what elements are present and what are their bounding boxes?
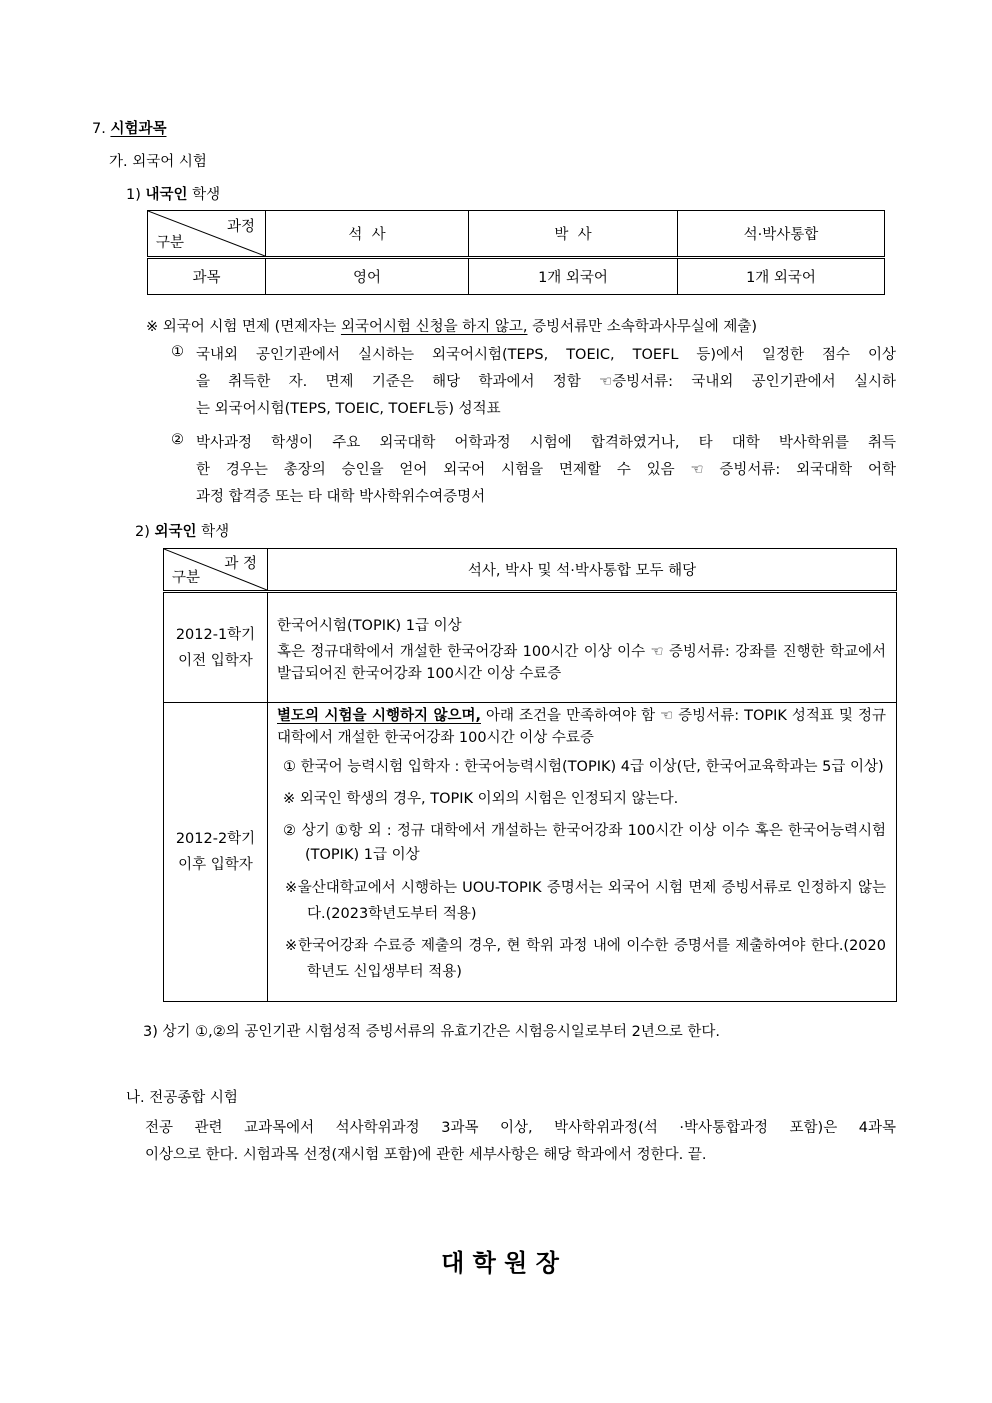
item-line: 을 취득한 자. 면제 기준은 해당 학과에서 정함 ☜증빙서류: 국내외 공인기관에서 실시하	[196, 374, 896, 390]
list-item	[196, 430, 896, 511]
table-row	[164, 703, 897, 1002]
row-label-line: 2012-1학기	[175, 626, 256, 643]
domestic-heading	[126, 183, 220, 204]
intro-rest: 아래 조건을 만족하여야 함 ☜ 증빙서류: TOPIK 성적표 및 정규대학에서 개설한 한국어강좌 100시간 이상 수료증	[277, 708, 887, 746]
foreign-rest: 학생	[201, 524, 230, 540]
row-label-cell: 과목	[148, 258, 266, 295]
table-row	[148, 258, 885, 295]
corner-top-label: 과정	[226, 219, 255, 235]
table-cell: 1개 외국어	[678, 258, 885, 295]
section-heading	[92, 117, 166, 138]
foreign-table-header-row	[164, 549, 897, 592]
condition-item: ② 상기 ①항 외 : 정규 대학에서 개설하는 한국어강좌 100시간 이상 이수 혹은 한국어능력시험(TOPIK) 1급 이상	[283, 823, 886, 863]
header-cell: 박 사	[469, 211, 678, 258]
validity-note: 3) 상기 ①,②의 공인기관 시험성적 증빙서류의 유효기간은 시험응시일로부터 2년으로 한다.	[143, 1024, 721, 1040]
header-cell: 석사, 박사 및 석·박사통합 모두 해당	[268, 549, 897, 592]
list-item	[196, 342, 896, 423]
note-underlined: 외국어시험 신청을 하지 않고,	[340, 319, 528, 335]
section-title: 시험과목	[110, 121, 167, 137]
item-line: 국내외 공인기관에서 실시하는 외국어시험(TEPS, TOEIC, TOEFL 등)에서 일정한 점수 이상	[196, 347, 896, 363]
subsection-a-heading: 가. 외국어 시험	[109, 154, 207, 170]
header-cell: 석·박사통합	[678, 211, 885, 258]
intro-underlined: 별도의 시험을 시행하지 않으며,	[277, 708, 481, 724]
item-marker: ②	[171, 432, 184, 448]
condition-note: ※ 외국인 학생의 경우, TOPIK 이외의 시험은 인정되지 않는다.	[283, 791, 679, 807]
domestic-rest: 학생	[192, 187, 221, 203]
cell-line: 한국어시험(TOPIK) 1급 이상	[277, 617, 462, 634]
row-label-cell	[164, 592, 268, 703]
foreign-table	[163, 548, 897, 1002]
note-suffix: 증빙서류만 소속학과사무실에 제출)	[527, 319, 758, 335]
table-cell: 1개 외국어	[469, 258, 678, 295]
domestic-table	[147, 210, 885, 295]
corner-bottom-label: 구분	[156, 235, 185, 251]
foreign-label: 외국인	[154, 524, 197, 540]
domestic-number: 1)	[126, 187, 141, 203]
domestic-label: 내국인	[145, 187, 188, 203]
diagonal-corner-cell	[148, 211, 266, 258]
row-label-cell	[164, 703, 268, 1002]
foreign-number: 2)	[135, 524, 150, 540]
condition-note: ※한국어강좌 수료증 제출의 경우, 현 학위 과정 내에 이수한 증명서를 제출하여야 한다.(2020학년도 신입생부터 적용)	[285, 938, 886, 980]
paragraph-line: 이상으로 한다. 시험과목 선정(재시험 포함)에 관한 세부사항은 해당 학과에서 정한다. 끝.	[145, 1147, 707, 1163]
major-exam-paragraph	[145, 1115, 896, 1169]
table-cell	[268, 592, 897, 703]
table-cell	[268, 703, 897, 1002]
item-line: 는 외국어시험(TEPS, TOEIC, TOEFL등) 성적표	[196, 401, 501, 417]
diagonal-corner-cell	[164, 549, 268, 592]
section-number: 7.	[92, 121, 106, 137]
row-label-line: 이전 입학자	[178, 652, 253, 669]
item-marker: ①	[171, 344, 184, 360]
table-cell: 영어	[266, 258, 469, 295]
corner-bottom-label: 구분	[172, 570, 201, 586]
row-label-line: 2012-2학기	[175, 831, 256, 847]
signature: 대 학 원 장	[441, 1249, 559, 1277]
item-line: 과정 합격증 또는 타 대학 박사학위수여증명서	[196, 489, 486, 505]
corner-top-label: 과 정	[224, 556, 257, 572]
condition-item: ① 한국어 능력시험 입학자 : 한국어능력시험(TOPIK) 4급 이상(단, 한국어교육학과는 5급 이상)	[283, 759, 884, 775]
exemption-note	[146, 315, 757, 336]
condition-note: ※울산대학교에서 시행하는 UOU-TOPIK 증명서는 외국어 시험 면제 증빙서류로 인정하지 않는다.(2023학년도부터 적용)	[285, 880, 886, 922]
header-cell: 석 사	[266, 211, 469, 258]
domestic-table-header-row	[148, 211, 885, 258]
item-line: 한 경우는 총장의 승인을 얻어 외국어 시험을 면제할 수 있음 ☜ 증빙서류: 외국대학 어학	[196, 462, 896, 478]
note-prefix: ※ 외국어 시험 면제 (면제자는	[146, 319, 341, 335]
item-line: 박사과정 학생이 주요 외국대학 어학과정 시험에 합격하였거나, 타 대학 박사학위를 취득	[196, 435, 896, 451]
paragraph-line: 전공 관련 교과목에서 석사학위과정 3과목 이상, 박사학위과정(석 ·박사통합과정 포함)은 4과목	[145, 1120, 896, 1136]
foreign-heading	[135, 520, 229, 541]
subsection-b-heading: 나. 전공종합 시험	[126, 1090, 238, 1106]
cell-line: 혹은 정규대학에서 개설한 한국어강좌 100시간 이상 이수 ☜ 증빙서류: 강좌를 진행한 학교에서 발급되어진 한국어강좌 100시간 이상 수료증	[277, 643, 886, 682]
row-label-line: 이후 입학자	[178, 857, 253, 873]
table-row	[164, 592, 897, 703]
